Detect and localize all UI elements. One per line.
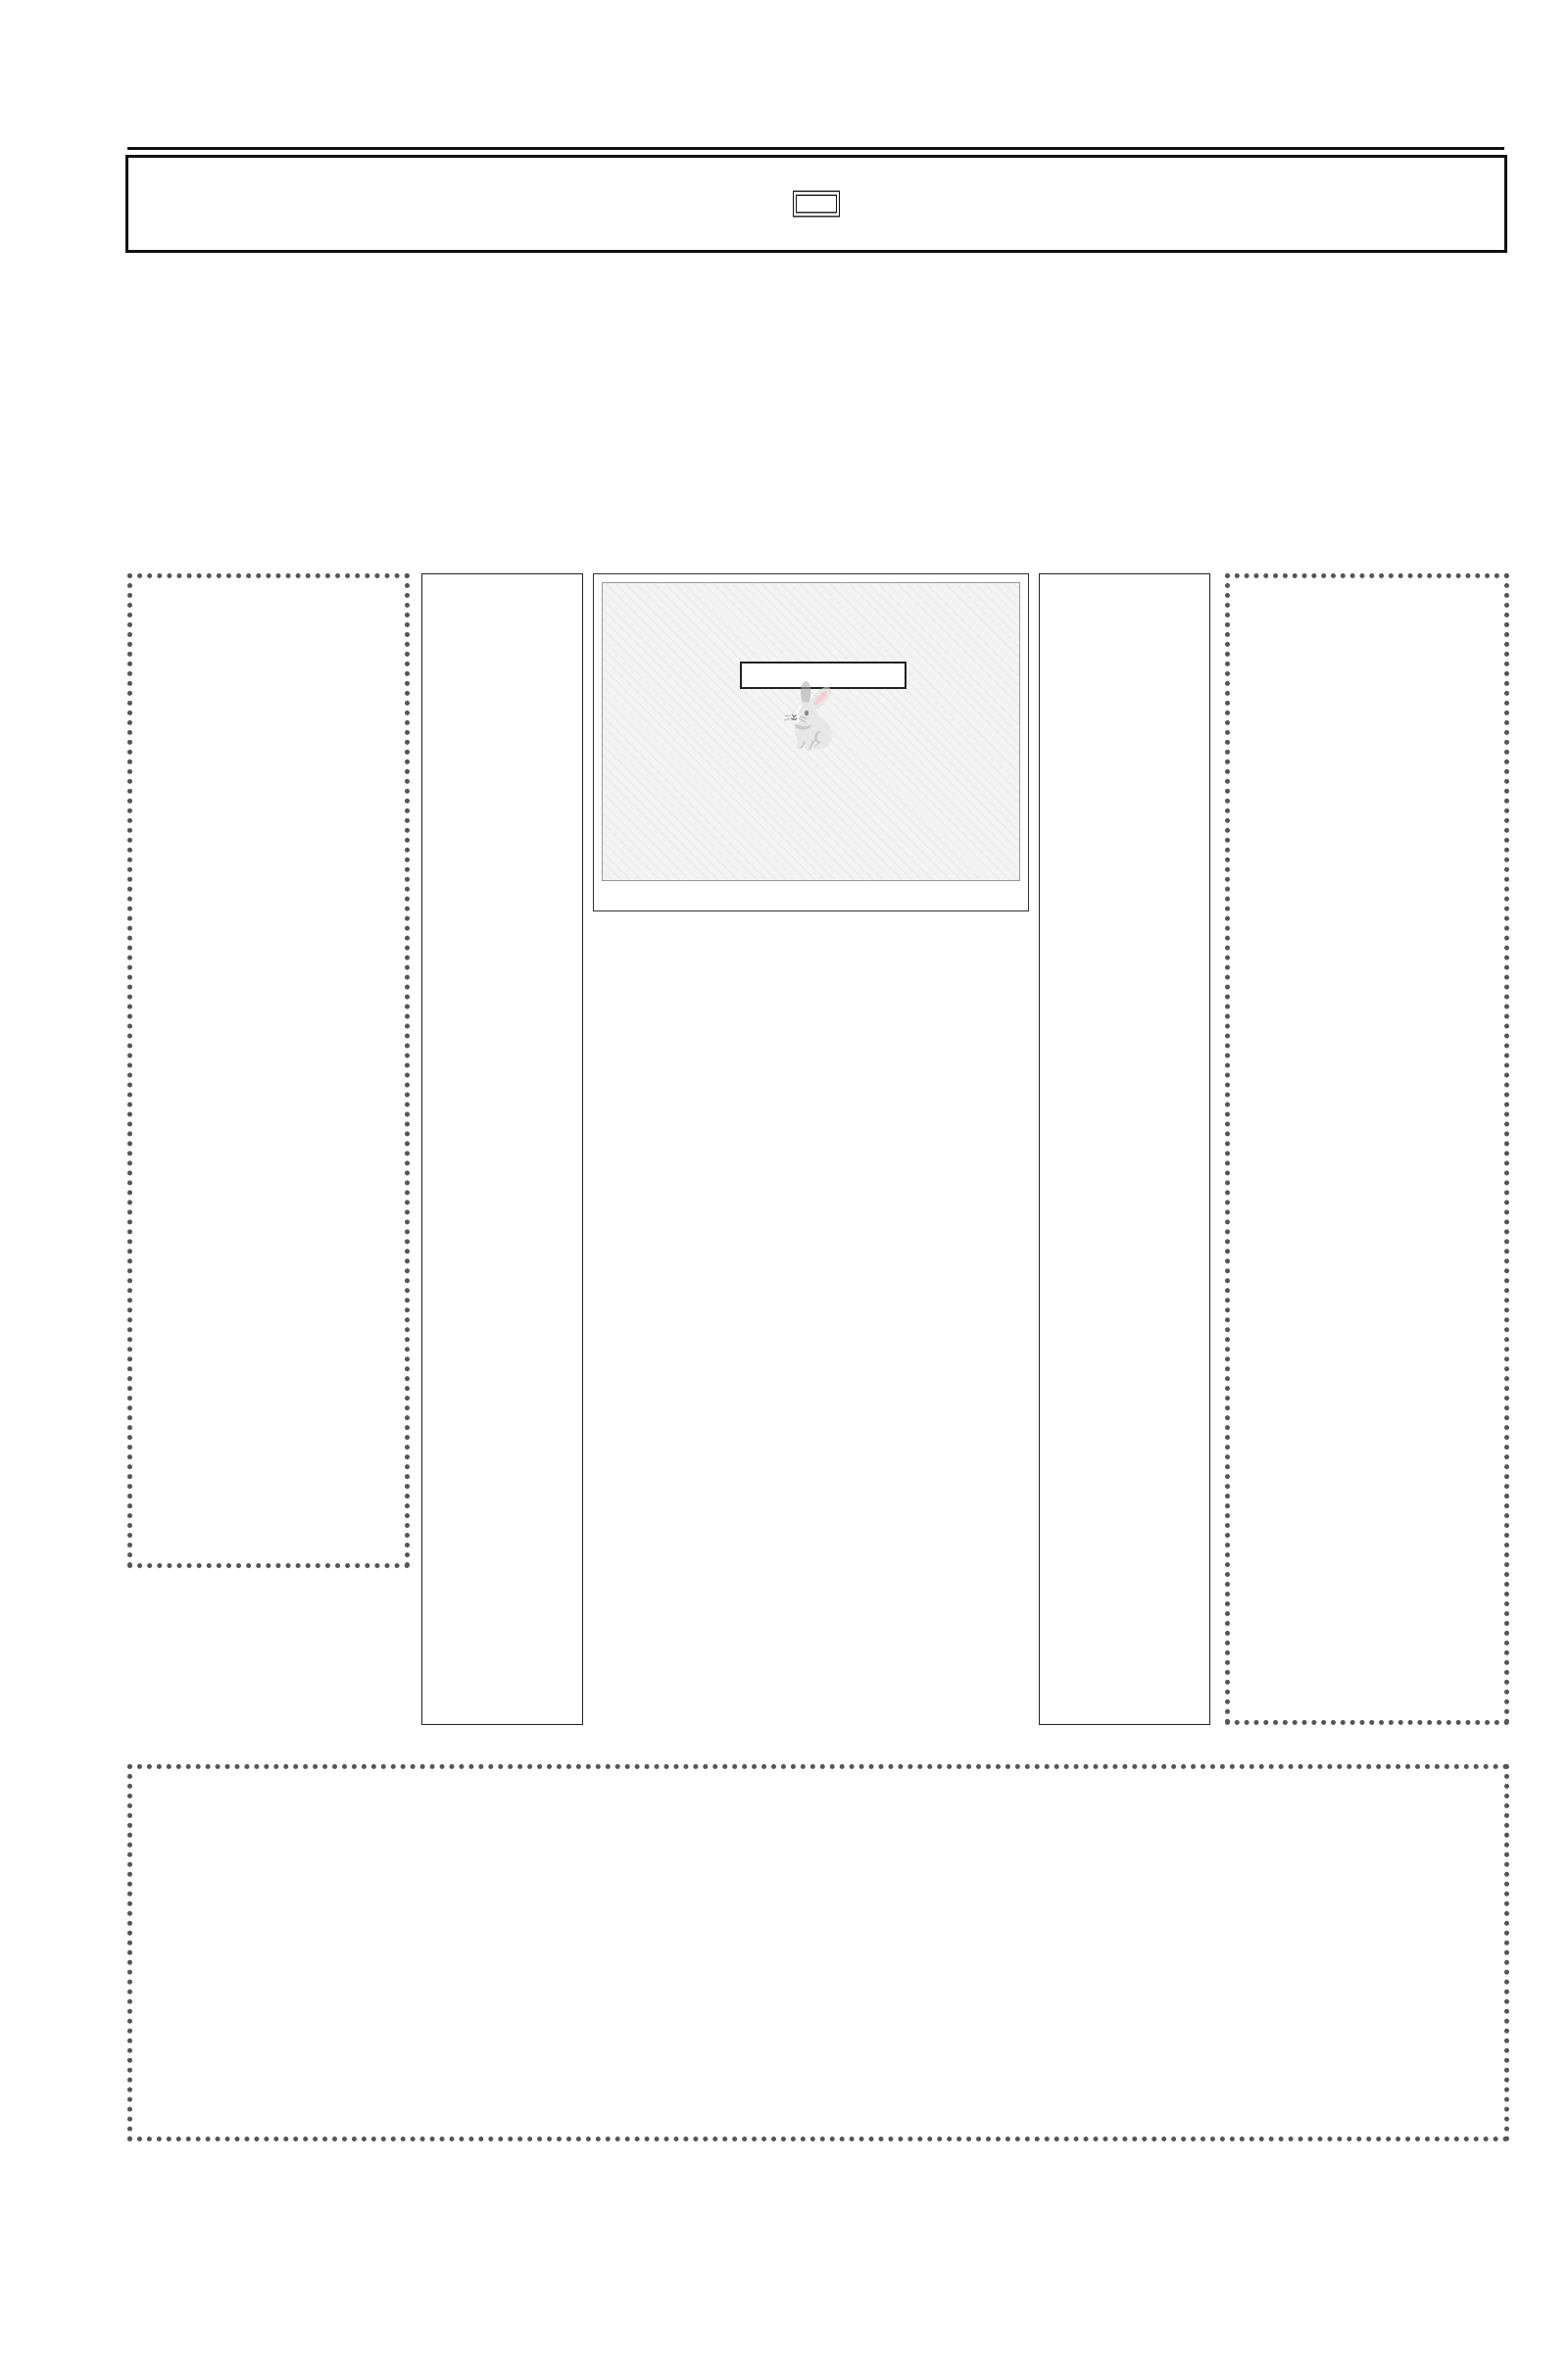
rabbits-icon: 🐇 xyxy=(771,680,851,754)
center-block xyxy=(593,573,1029,1725)
right-cartoon-column xyxy=(1225,573,1509,1725)
center-top-cartoon xyxy=(593,573,1029,911)
anecdotes-right-column xyxy=(1039,573,1210,1725)
left-cartoon-column xyxy=(127,573,410,1568)
bottom-cartoon-row xyxy=(127,1764,1509,2141)
banner-title xyxy=(793,191,840,218)
banner-rule xyxy=(127,147,1504,150)
anecdotes-left-column xyxy=(421,573,583,1725)
page-banner xyxy=(125,155,1507,253)
